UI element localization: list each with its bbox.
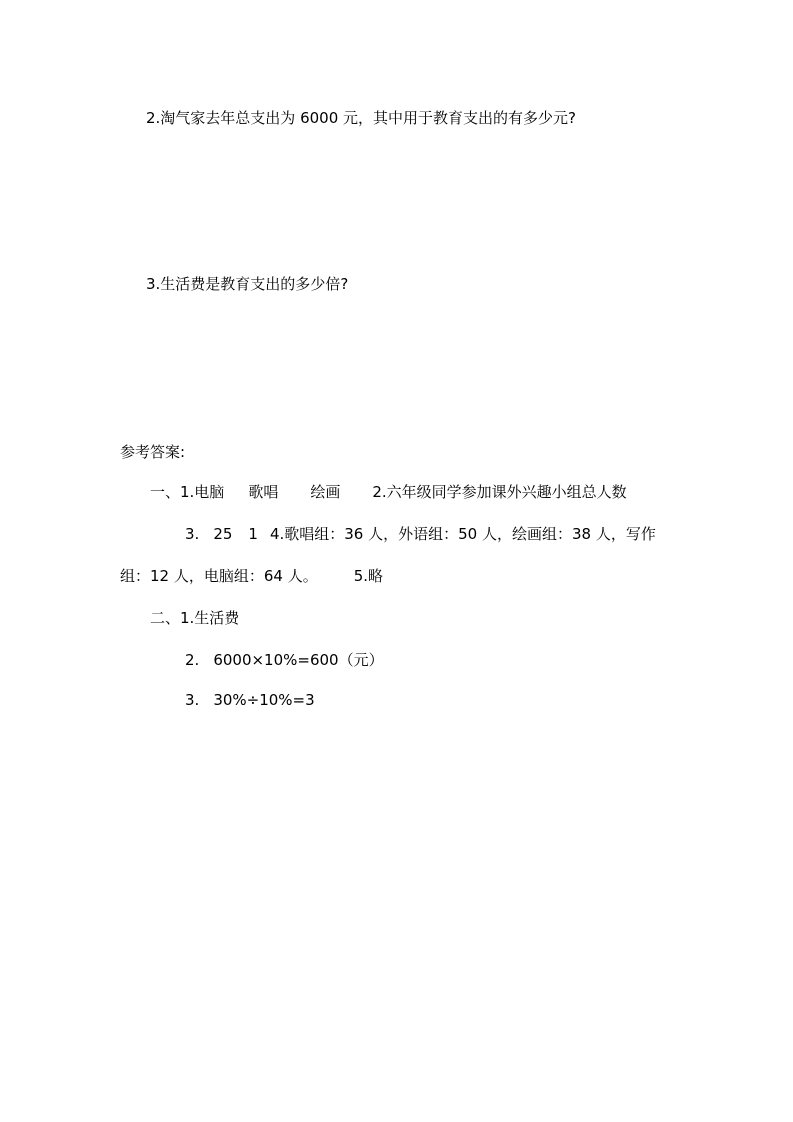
answer-1-4: 4.歌唱组：36 人，外语组：50 人，绘画组：38 人，写作 bbox=[269, 525, 656, 543]
answer-2-3-num: 3. bbox=[185, 691, 200, 709]
answer-1-3-b: 1 bbox=[248, 525, 258, 543]
answer-part2-line2 bbox=[185, 650, 384, 670]
answer-part1-line1 bbox=[150, 482, 627, 502]
answer-1-3-num: 3. bbox=[185, 525, 200, 543]
question-2: 2.淘气家去年总支出为 6000 元，其中用于教育支出的有多少元? bbox=[146, 109, 576, 127]
answer-2-2-expr: 6000×10%=600（元） bbox=[213, 651, 384, 669]
answer-part1-line2 bbox=[185, 524, 656, 544]
answers-heading: 参考答案: bbox=[120, 443, 186, 461]
answer-1-2: 2.六年级同学参加课外兴趣小组总人数 bbox=[372, 483, 627, 501]
answer-part2-line1: 二、1.生活费 bbox=[150, 609, 240, 627]
answer-1-5: 5.略 bbox=[353, 567, 384, 585]
answer-1-4-cont: 组：12 人，电脑组：64 人。 bbox=[120, 567, 318, 585]
answer-1-1: 一、1.电脑 bbox=[150, 483, 225, 501]
answer-1-1-c: 绘画 bbox=[310, 483, 341, 501]
answer-1-1-b: 歌唱 bbox=[248, 483, 279, 501]
answer-part2-line3 bbox=[185, 690, 315, 710]
answer-2-2-num: 2. bbox=[185, 651, 200, 669]
answer-part1-line3 bbox=[120, 566, 383, 586]
answer-1-3-a: 25 bbox=[213, 525, 233, 543]
question-3: 3.生活费是教育支出的多少倍? bbox=[146, 275, 349, 293]
answer-2-3-expr: 30%÷10%=3 bbox=[213, 691, 315, 709]
